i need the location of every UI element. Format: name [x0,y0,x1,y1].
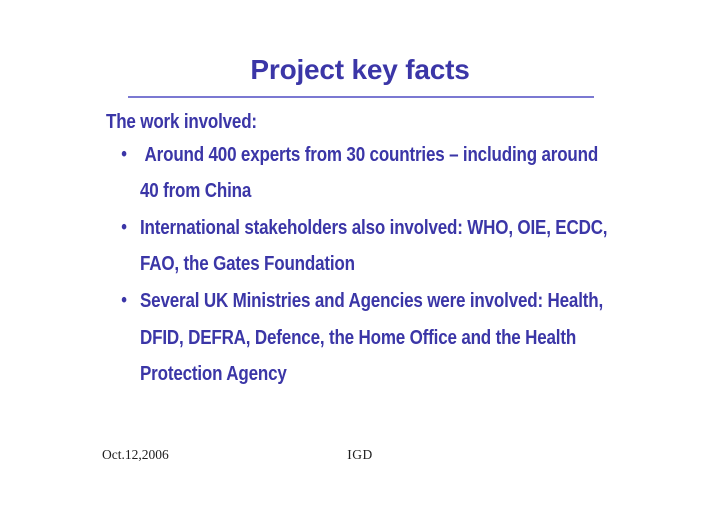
slide-title: Project key facts [250,54,470,85]
bullet-icon: • [121,289,127,311]
bullet-text [140,210,684,283]
bullet-icon: • [121,143,127,165]
bullet-item [106,210,684,283]
footer-organization: IGD [347,447,373,462]
footer-date: Oct.12,2006 [102,447,169,462]
bullet-icon: • [121,216,127,238]
lead-text: The work involved: [106,111,257,133]
title-divider [128,96,594,98]
bullet-text [140,283,684,393]
bullet-line: Several UK Ministries and Agencies were involved: Health, [140,289,604,312]
bullet-item [106,283,684,393]
bullet-line: Around 400 experts from 30 countries – including around [140,143,599,166]
bullet-line: Protection Agency [140,363,287,386]
bullet-line: DFID, DEFRA, Defence, the Home Office and the Health [140,326,577,349]
bullet-item [106,137,684,210]
bullet-line: International stakeholders also involved: WHO, OIE, ECDC, [140,216,608,239]
bullet-list [106,137,684,393]
bullet-line: 40 from China [140,180,252,203]
bullet-line: FAO, the Gates Foundation [140,253,355,276]
slide-body [106,104,684,393]
bullet-text [140,137,684,210]
